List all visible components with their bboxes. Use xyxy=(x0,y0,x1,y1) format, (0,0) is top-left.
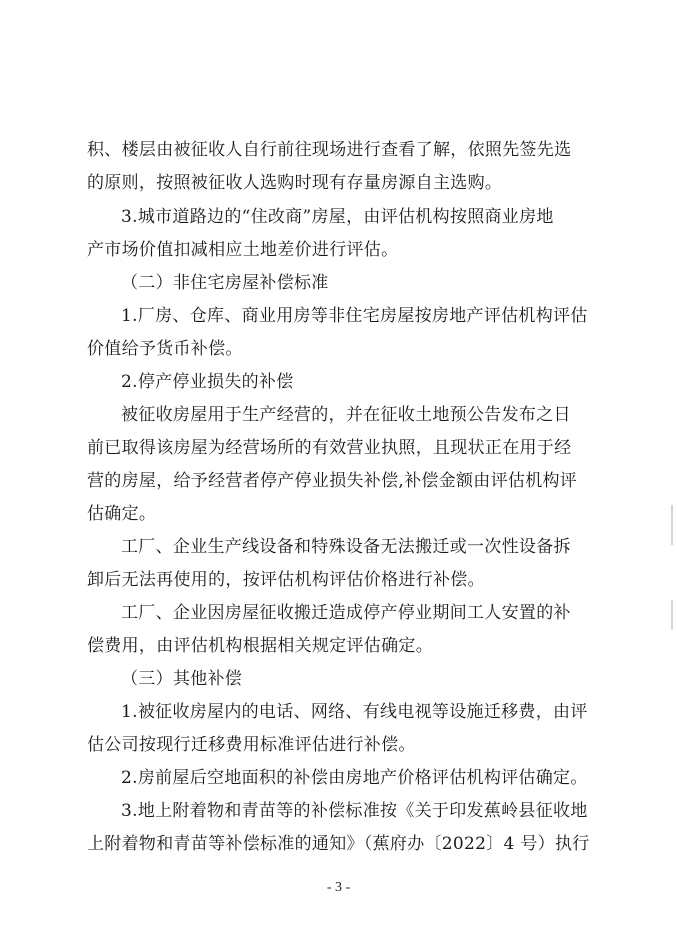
text-line: 估确定。 xyxy=(87,504,157,524)
subsection-heading: 2.停产停业损失的补偿 xyxy=(121,372,294,392)
text-line: 1.厂房、仓库、商业用房等非住宅房屋按房地产评估机构评估 xyxy=(121,306,588,326)
text-line: 被征收房屋用于生产经营的，并在征收土地预公告发布之日 xyxy=(121,405,571,425)
text-line: 上附着物和青苗等补偿标准的通知》（蕉府办〔2022〕4 号）执行 xyxy=(87,834,590,854)
text-line: 价值给予货币补偿。 xyxy=(87,339,243,359)
text-line: 工厂、企业因房屋征收搬迁造成停产停业期间工人安置的补 xyxy=(121,603,571,623)
text-line: 前已取得该房屋为经营场所的有效营业执照，且现状正在用于经 xyxy=(87,438,572,458)
section-heading: （三）其他补偿 xyxy=(121,669,243,689)
scan-edge-mark xyxy=(671,600,673,630)
page-number: - 3 - xyxy=(326,880,351,895)
text-line: 的原则，按照被征收人选购时现有存量房源自主选购。 xyxy=(87,173,503,193)
text-line: 2.房前屋后空地面积的补偿由房地产价格评估机构评估确定。 xyxy=(121,768,588,788)
section-heading: （二）非住宅房屋补偿标准 xyxy=(121,273,329,293)
text-line: 营的房屋，给予经营者停产停业损失补偿,补偿金额由评估机构评 xyxy=(87,471,578,491)
text-line: 工厂、企业生产线设备和特殊设备无法搬迁或一次性设备拆 xyxy=(121,537,571,557)
text-line: 产市场价值扣减相应土地差价进行评估。 xyxy=(87,240,399,260)
text-line: 估公司按现行迁移费用标准评估进行补偿。 xyxy=(87,735,416,755)
text-line: 3.城市道路边的“住改商”房屋，由评估机构按照商业房地 xyxy=(121,207,554,227)
text-line: 卸后无法再使用的，按评估机构评估价格进行补偿。 xyxy=(87,570,485,590)
text-line: 积、楼层由被征收人自行前往现场进行查看了解，依照先签先选 xyxy=(87,140,572,160)
text-line: 偿费用，由评估机构根据相关规定评估确定。 xyxy=(87,636,433,656)
text-line: 3.地上附着物和青苗等的补偿标准按《关于印发蕉岭县征收地 xyxy=(121,801,588,821)
scan-edge-mark xyxy=(671,505,673,545)
text-line: 1.被征收房屋内的电话、网络、有线电视等设施迁移费，由评 xyxy=(121,702,588,722)
